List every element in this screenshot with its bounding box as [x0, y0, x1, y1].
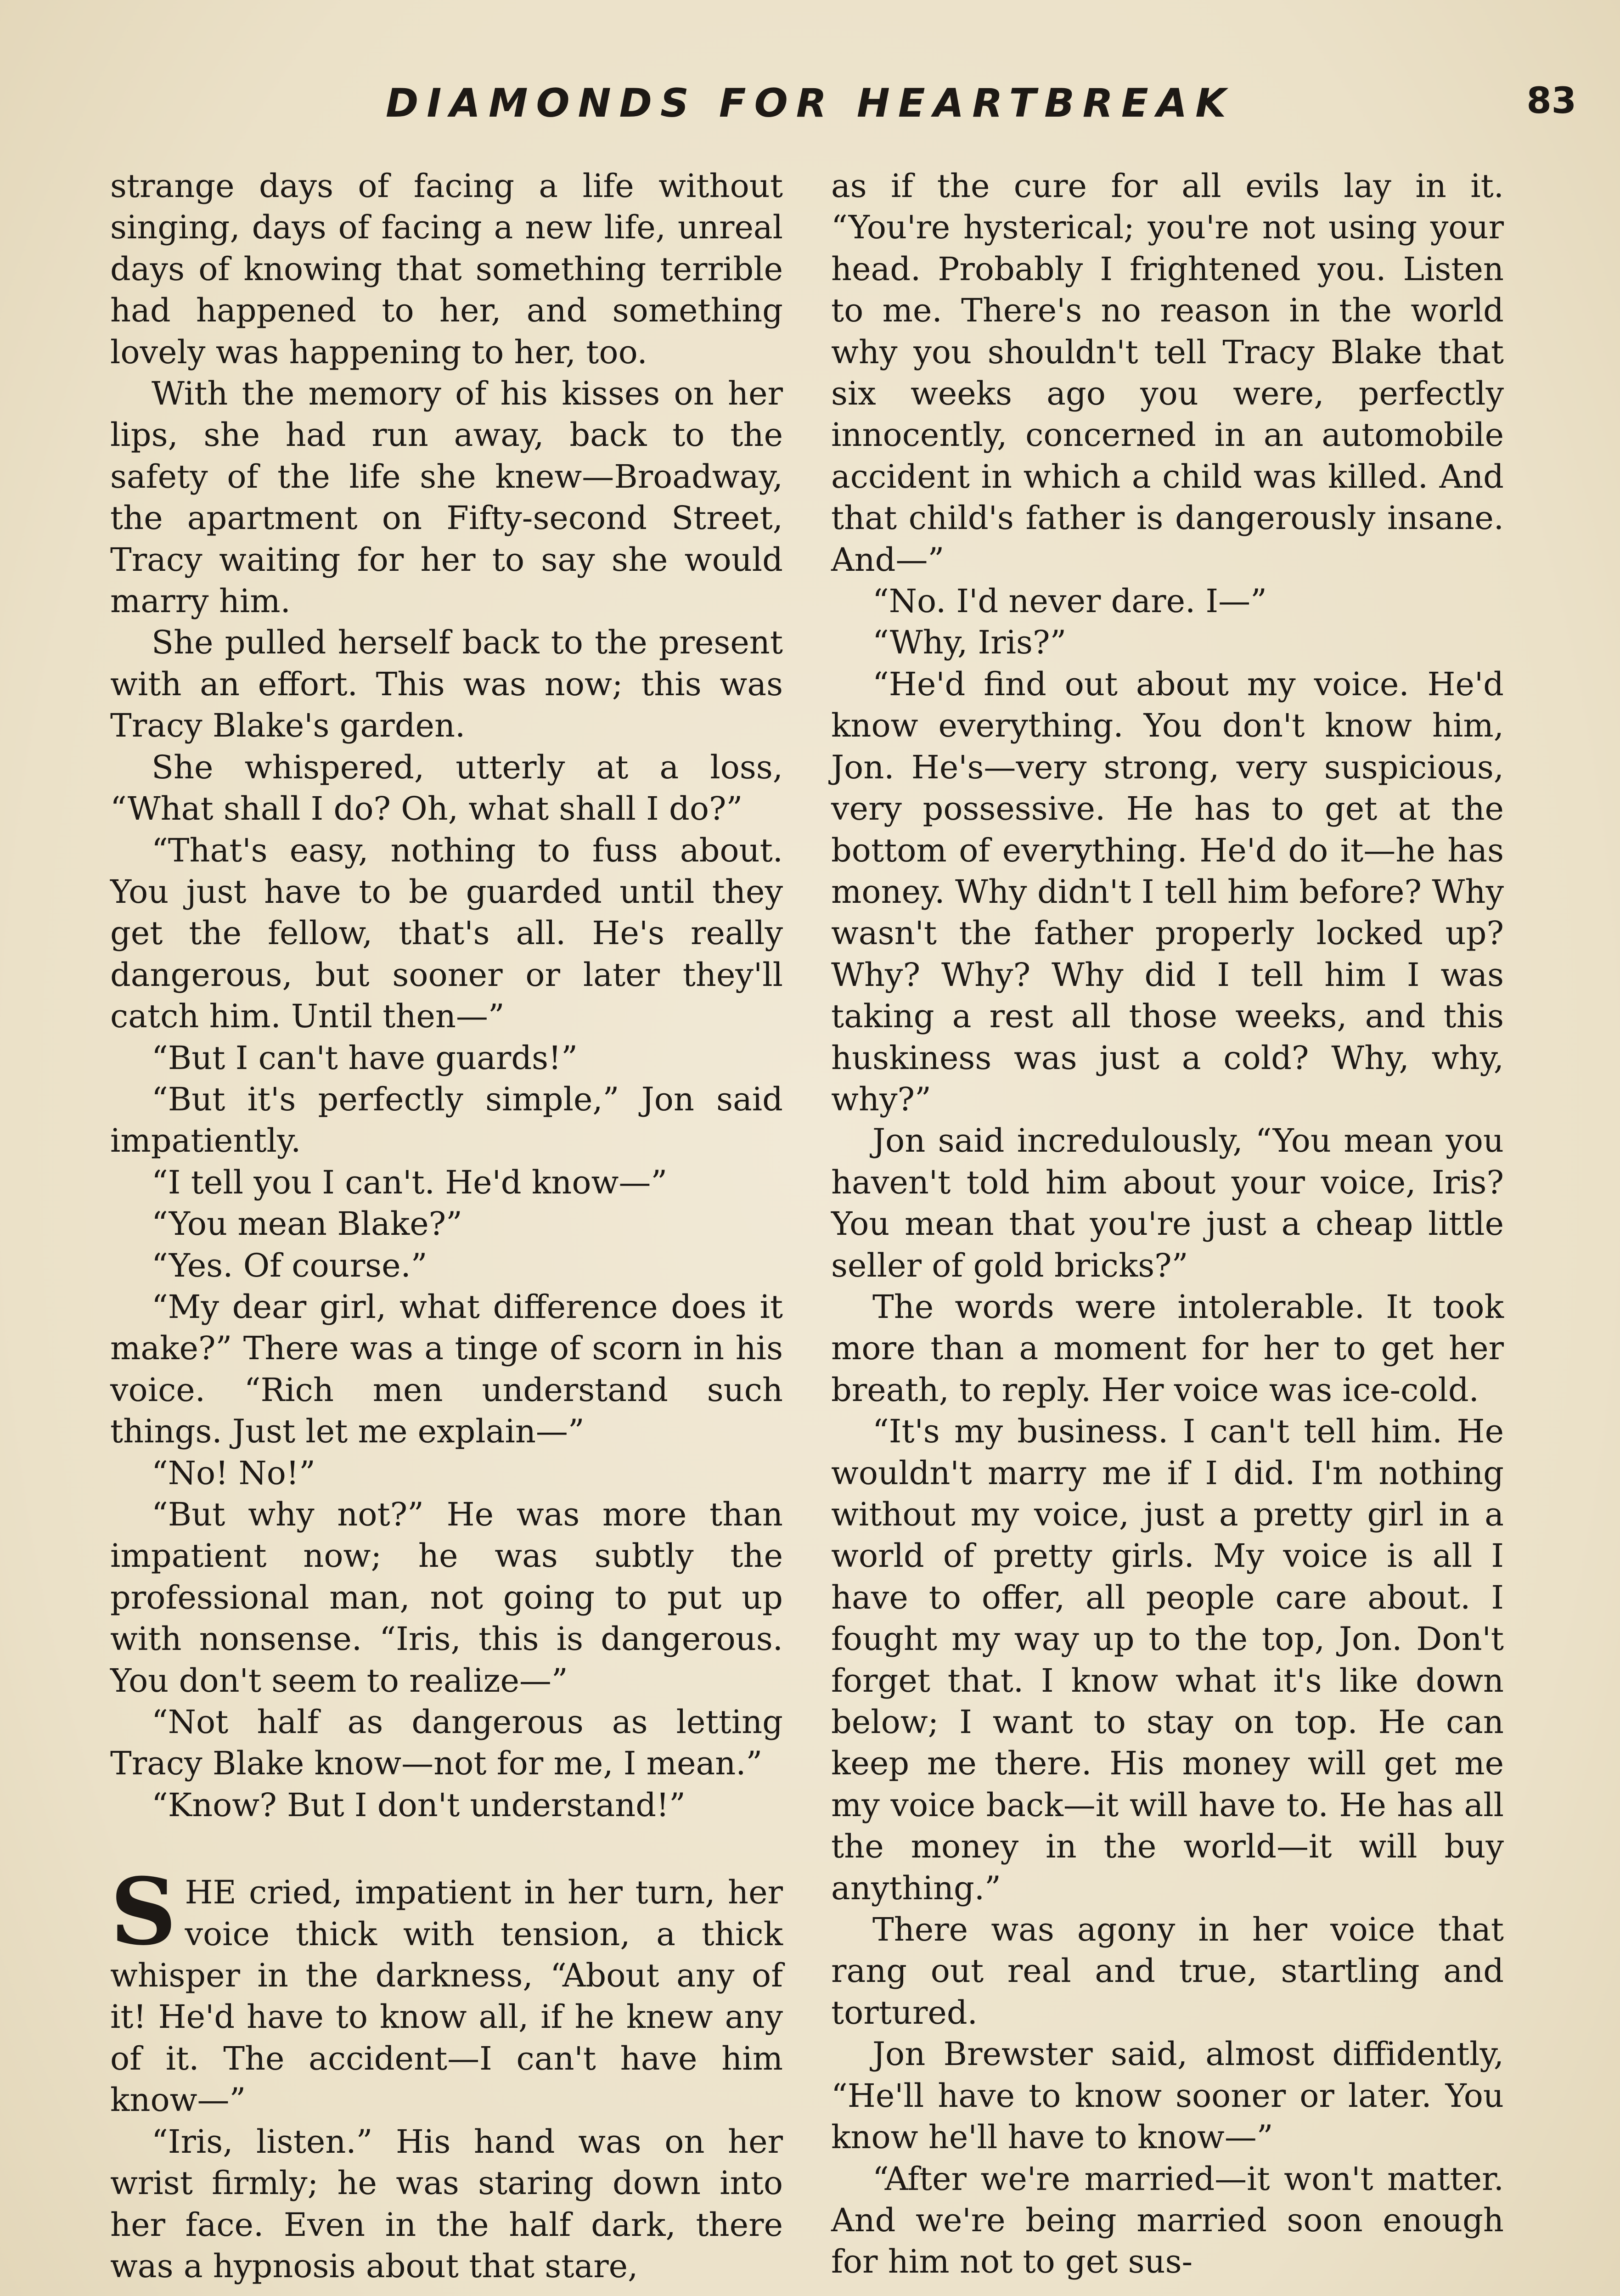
paragraph: She pulled herself back to the present with an effort. This was now; this was Tracy Blake's garden.	[110, 624, 783, 745]
paragraph: Jon said incredulously, “You mean you haven't told him about your voice, Iris? You mean that you're just a cheap little seller of gold bricks?”	[831, 1122, 1504, 1284]
paragraph: as if the cure for all evils lay in it. “You're hysterical; you're not using your head. Probably I frightened you. Listen to me. There's no reason in the world why you shouldn't tell Tracy Blake that six weeks ago you were, perfectly innocently, concerned in an automobile accident in which a child was killed. And that child's father is dangerously insane. And—”	[831, 167, 1504, 579]
paragraph: “It's my business. I can't tell him. He wouldn't marry me if I did. I'm nothing without my voice, just a pretty girl in a world of pretty girls. My voice is all I have to offer, all people care about. I fought my way up to the top, Jon. Don't forget that. I know what it's like down below; I want to stay on top. He can keep me there. His money will get me my voice back—it will have to. He has all the money in the world—it will buy anything.”	[831, 1412, 1504, 1907]
paragraph: “But why not?” He was more than impatient now; he was subtly the professional man, not going to put up with nonsense. “Iris, this is dangerous. You don't seem to realize—”	[110, 1496, 783, 1699]
running-title: DIAMONDS FOR HEARTBREAK	[386, 80, 1234, 126]
paragraph: With the memory of his kisses on her lips, she had run away, back to the safety of the life she knew—Broadway, the apartment on Fifty-second Street, Tracy waiting for her to say she would marry him.	[110, 375, 783, 620]
paragraph: Jon Brewster said, almost diffidently, “He'll have to know sooner or later. You know he'll have to know—”	[831, 2035, 1504, 2156]
paragraph: “Know? But I don't understand!”	[152, 1786, 686, 1824]
dropcap-paragraph	[110, 1858, 783, 2121]
dropcap-paragraph-text: HE cried, impatient in her turn, her voice thick with tension, a thick whisper in the darkness, “About any of it! He'd have to know all, if he knew any of it. The accident—I can't have him know—”	[110, 1874, 783, 2119]
paragraph: “Iris, listen.” His hand was on her wrist firmly; he was staring down into her face. Even in the half dark, there was a hypnosis about that stare,	[110, 2122, 783, 2285]
paragraph: “I tell you I can't. He'd know—”	[152, 1163, 668, 1201]
paragraph: “Not half as dangerous as letting Tracy Blake know—not for me, I mean.”	[110, 1703, 783, 1783]
paragraph: The words were intolerable. It took more than a moment for her to get her breath, to reply. Her voice was ice-cold.	[831, 1288, 1504, 1409]
right-column	[831, 165, 1504, 2283]
paragraph: “My dear girl, what difference does it make?” There was a tinge of scorn in his voice. “Rich men understand such things. Just let me explain—”	[110, 1288, 783, 1451]
paragraph: strange days of facing a life without singing, days of facing a new life, unreal days of knowing that something terrible had happened to her, and something lovely was happening to her, too.	[110, 167, 783, 371]
paragraph: “No! No!”	[152, 1454, 315, 1492]
paragraph: There was agony in her voice that rang out real and true, startling and tortured.	[831, 1911, 1504, 2032]
paragraph: “No. I'd never dare. I—”	[872, 582, 1267, 620]
paragraph: She whispered, utterly at a loss, “What shall I do? Oh, what shall I do?”	[110, 748, 783, 828]
left-column	[110, 165, 783, 2287]
paragraph: “After we're married—it won't matter. And we're being married soon enough for him not to get sus-	[831, 2160, 1504, 2281]
paragraph: “That's easy, nothing to fuss about. You just have to be guarded until they get the fellow, that's all. He's really dangerous, but sooner or later they'll catch him. Until then—”	[110, 831, 783, 1035]
paragraph: “You mean Blake?”	[152, 1205, 462, 1243]
page-number: 83	[1526, 80, 1576, 122]
paragraph: “He'd find out about my voice. He'd know everything. You don't know him, Jon. He's—very strong, very suspicious, very possessive. He has to get at the bottom of everything. He'd do it—he has money. Why didn't I tell him before? Why wasn't the father properly locked up? Why? Why? Why did I tell him I was taking a rest all those weeks, and this huskiness was just a cold? Why, why, why?”	[831, 665, 1504, 1118]
drop-cap-letter: S	[110, 1858, 177, 1966]
paragraph: “But it's perfectly simple,” Jon said impatiently.	[110, 1080, 783, 1160]
paragraph: “Why, Iris?”	[872, 624, 1067, 662]
paragraph: “Yes. Of course.”	[152, 1246, 428, 1284]
paragraph: “But I can't have guards!”	[152, 1039, 578, 1077]
